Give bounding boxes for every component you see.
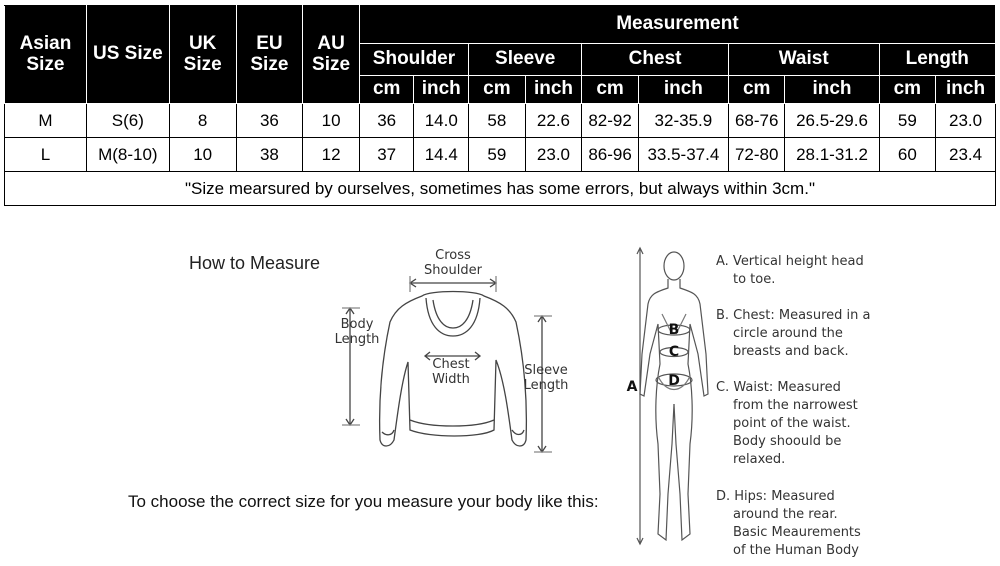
table-cell: 60 — [879, 138, 936, 172]
body-figure — [610, 244, 710, 566]
table-cell: 23.4 — [936, 138, 996, 172]
unit-waist-inch: inch — [785, 76, 879, 104]
unit-chest-cm: cm — [582, 76, 639, 104]
table-cell: 26.5-29.6 — [785, 104, 879, 138]
table-cell: 38 — [236, 138, 303, 172]
table-cell: 86-96 — [582, 138, 639, 172]
header-measurement: Measurement — [359, 6, 995, 44]
how-to-measure-title: How to Measure — [189, 253, 321, 273]
header-chest: Chest — [582, 44, 729, 76]
table-cell: 37 — [359, 138, 414, 172]
table-cell: 33.5-37.4 — [638, 138, 728, 172]
table-cell: 12 — [303, 138, 360, 172]
table-cell: 32-35.9 — [638, 104, 728, 138]
body-length-label: Body Length — [334, 317, 380, 347]
header-length: Length — [879, 44, 995, 76]
header-waist: Waist — [728, 44, 879, 76]
table-cell: M(8-10) — [86, 138, 169, 172]
table-cell: S(6) — [86, 104, 169, 138]
table-cell: M — [5, 104, 87, 138]
table-cell: 14.0 — [414, 104, 469, 138]
figure-marker-a: A — [626, 379, 638, 395]
unit-chest-inch: inch — [638, 76, 728, 104]
header-uk-size: UK Size — [169, 6, 236, 104]
table-row — [5, 138, 996, 172]
table-cell: 59 — [879, 104, 936, 138]
choose-size-instruction: To choose the correct size for you measure your body like this: — [128, 492, 599, 511]
unit-sleeve-inch: inch — [525, 76, 582, 104]
figure-marker-c: C — [668, 344, 680, 360]
legend-c: C. Waist: Measured from the narrowest point of the waist. Body shoould be relaxed. — [716, 380, 858, 467]
size-chart-table — [4, 5, 996, 206]
unit-shoulder-inch: inch — [414, 76, 469, 104]
figure-marker-b: B — [668, 322, 680, 338]
header-us-size: US Size — [86, 6, 169, 104]
table-cell: 82-92 — [582, 104, 639, 138]
table-cell: 23.0 — [525, 138, 582, 172]
legend-a: A. Vertical height head to toe. — [716, 254, 864, 287]
table-note-row — [5, 172, 996, 206]
table-cell: 8 — [169, 104, 236, 138]
table-cell: 36 — [359, 104, 414, 138]
header-shoulder: Shoulder — [359, 44, 468, 76]
chest-width-label: Chest Width — [432, 357, 470, 387]
table-cell: 14.4 — [414, 138, 469, 172]
unit-shoulder-cm: cm — [359, 76, 414, 104]
unit-length-cm: cm — [879, 76, 936, 104]
table-cell: L — [5, 138, 87, 172]
figure-marker-d: D — [668, 373, 680, 389]
table-cell: 10 — [169, 138, 236, 172]
unit-sleeve-cm: cm — [469, 76, 526, 104]
header-sleeve: Sleeve — [469, 44, 582, 76]
table-cell: 59 — [469, 138, 526, 172]
table-cell: 58 — [469, 104, 526, 138]
sleeve-length-label: Sleeve Length — [523, 363, 569, 393]
header-asian-size: Asian Size — [5, 6, 87, 104]
unit-waist-cm: cm — [728, 76, 785, 104]
unit-length-inch: inch — [936, 76, 996, 104]
cross-shoulder-label: Cross Shoulder — [424, 248, 482, 278]
table-cell: 68-76 — [728, 104, 785, 138]
table-row — [5, 104, 996, 138]
table-cell: 22.6 — [525, 104, 582, 138]
table-cell: 10 — [303, 104, 360, 138]
header-eu-size: EU Size — [236, 6, 303, 104]
table-cell: 28.1-31.2 — [785, 138, 879, 172]
size-note: "Size mearsured by ourselves, sometimes has some errors, but always within 3cm." — [5, 172, 996, 206]
header-au-size: AU Size — [303, 6, 360, 104]
legend-b: B. Chest: Measured in a circle around the breasts and back. — [716, 308, 871, 359]
table-cell: 72-80 — [728, 138, 785, 172]
table-cell: 36 — [236, 104, 303, 138]
table-cell: 23.0 — [936, 104, 996, 138]
legend-d: D. Hips: Measured around the rear. Basic Meaurements of the Human Body — [716, 489, 861, 558]
